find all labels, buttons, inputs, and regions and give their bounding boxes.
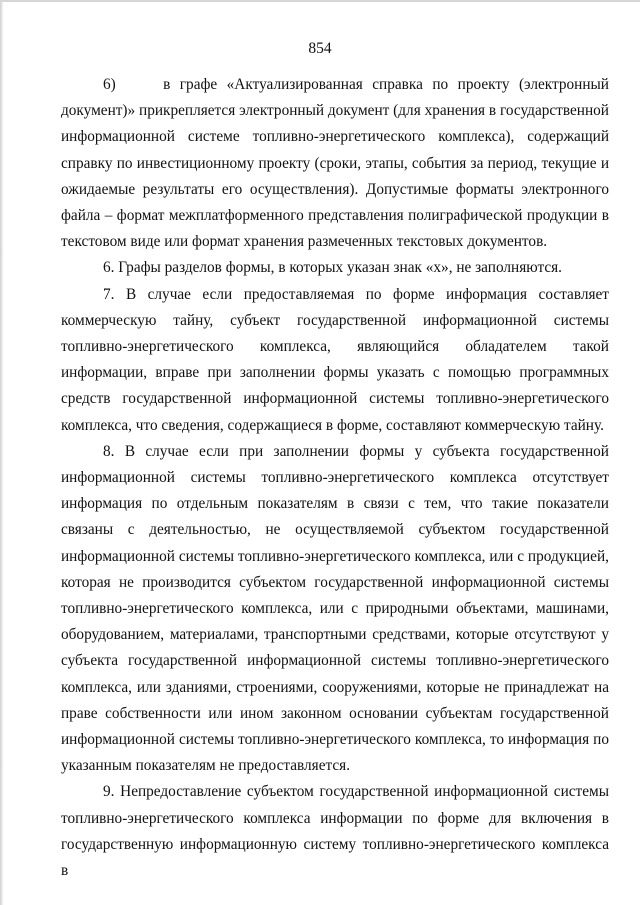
paragraph-item-6-subpoint: 6) в графе «Актуализированная справка по проекту (электронный документ)» прикрепляется электронный документ (для хранения в государственной информационной системе топливно-энергетического комплекса), содержащий справку по инвестиционному проекту (сроки, этапы, события за период, текущие и ожидаемые результаты его осуществления). Допустимые форматы электронного файла – формат межплатформенного представления полиграфической продукции в текстовом виде или формат хранения размеченных текстовых документов. [61,76,609,251]
paragraph-8: 8. В случае если при заполнении формы у субъекта государственной информационной системы топливно-энергетического комплекса отсутствует информация по отдельным показателям в связи с тем, что такие показатели связаны с деятельностью, не осуществляемой субъектом государственной информационной системы топливно-энергетического комплекса, или с продукцией, которая не производится субъектом государственной информационной системы топливно-энергетического комплекса, или с природными объектами, машинами, оборудованием, материалами, транспортными средствами, которые отсутствуют у субъекта государственной информационной системы топливно-энергетического комплекса, или зданиями, строениями, сооружениями, которые не принадлежат на праве собственности или ином законном основании субъектам государственной информационной системы топливно-энергетического комплекса, то информация по указанным показателям не предоставляется. [61,442,609,775]
document-body [61,72,609,884]
page-top-edge [0,0,640,2]
page-left-edge [0,0,3,905]
paragraph-6: 6. Графы разделов формы, в которых указан знак «х», не заполняются. [103,259,563,277]
page-number: 854 [308,40,332,57]
paragraph-7: 7. В случае если предоставляемая по форме информация составляет коммерческую тайну, субъект государственной информационной системы топливно-энергетического комплекса, являющийся обладателем такой информации, вправе при заполнении формы указать с помощью программных средств государственной информационной системы топливно-энергетического комплекса, что сведения, содержащиеся в форме, составляют коммерческую тайну. [61,285,609,434]
paragraph-9: 9. Непредоставление субъектом государственной информационной системы топливно-энергетического комплекса информации по форме для включения в государственную информационную систему топливно-энергетического комплекса в [61,783,609,880]
